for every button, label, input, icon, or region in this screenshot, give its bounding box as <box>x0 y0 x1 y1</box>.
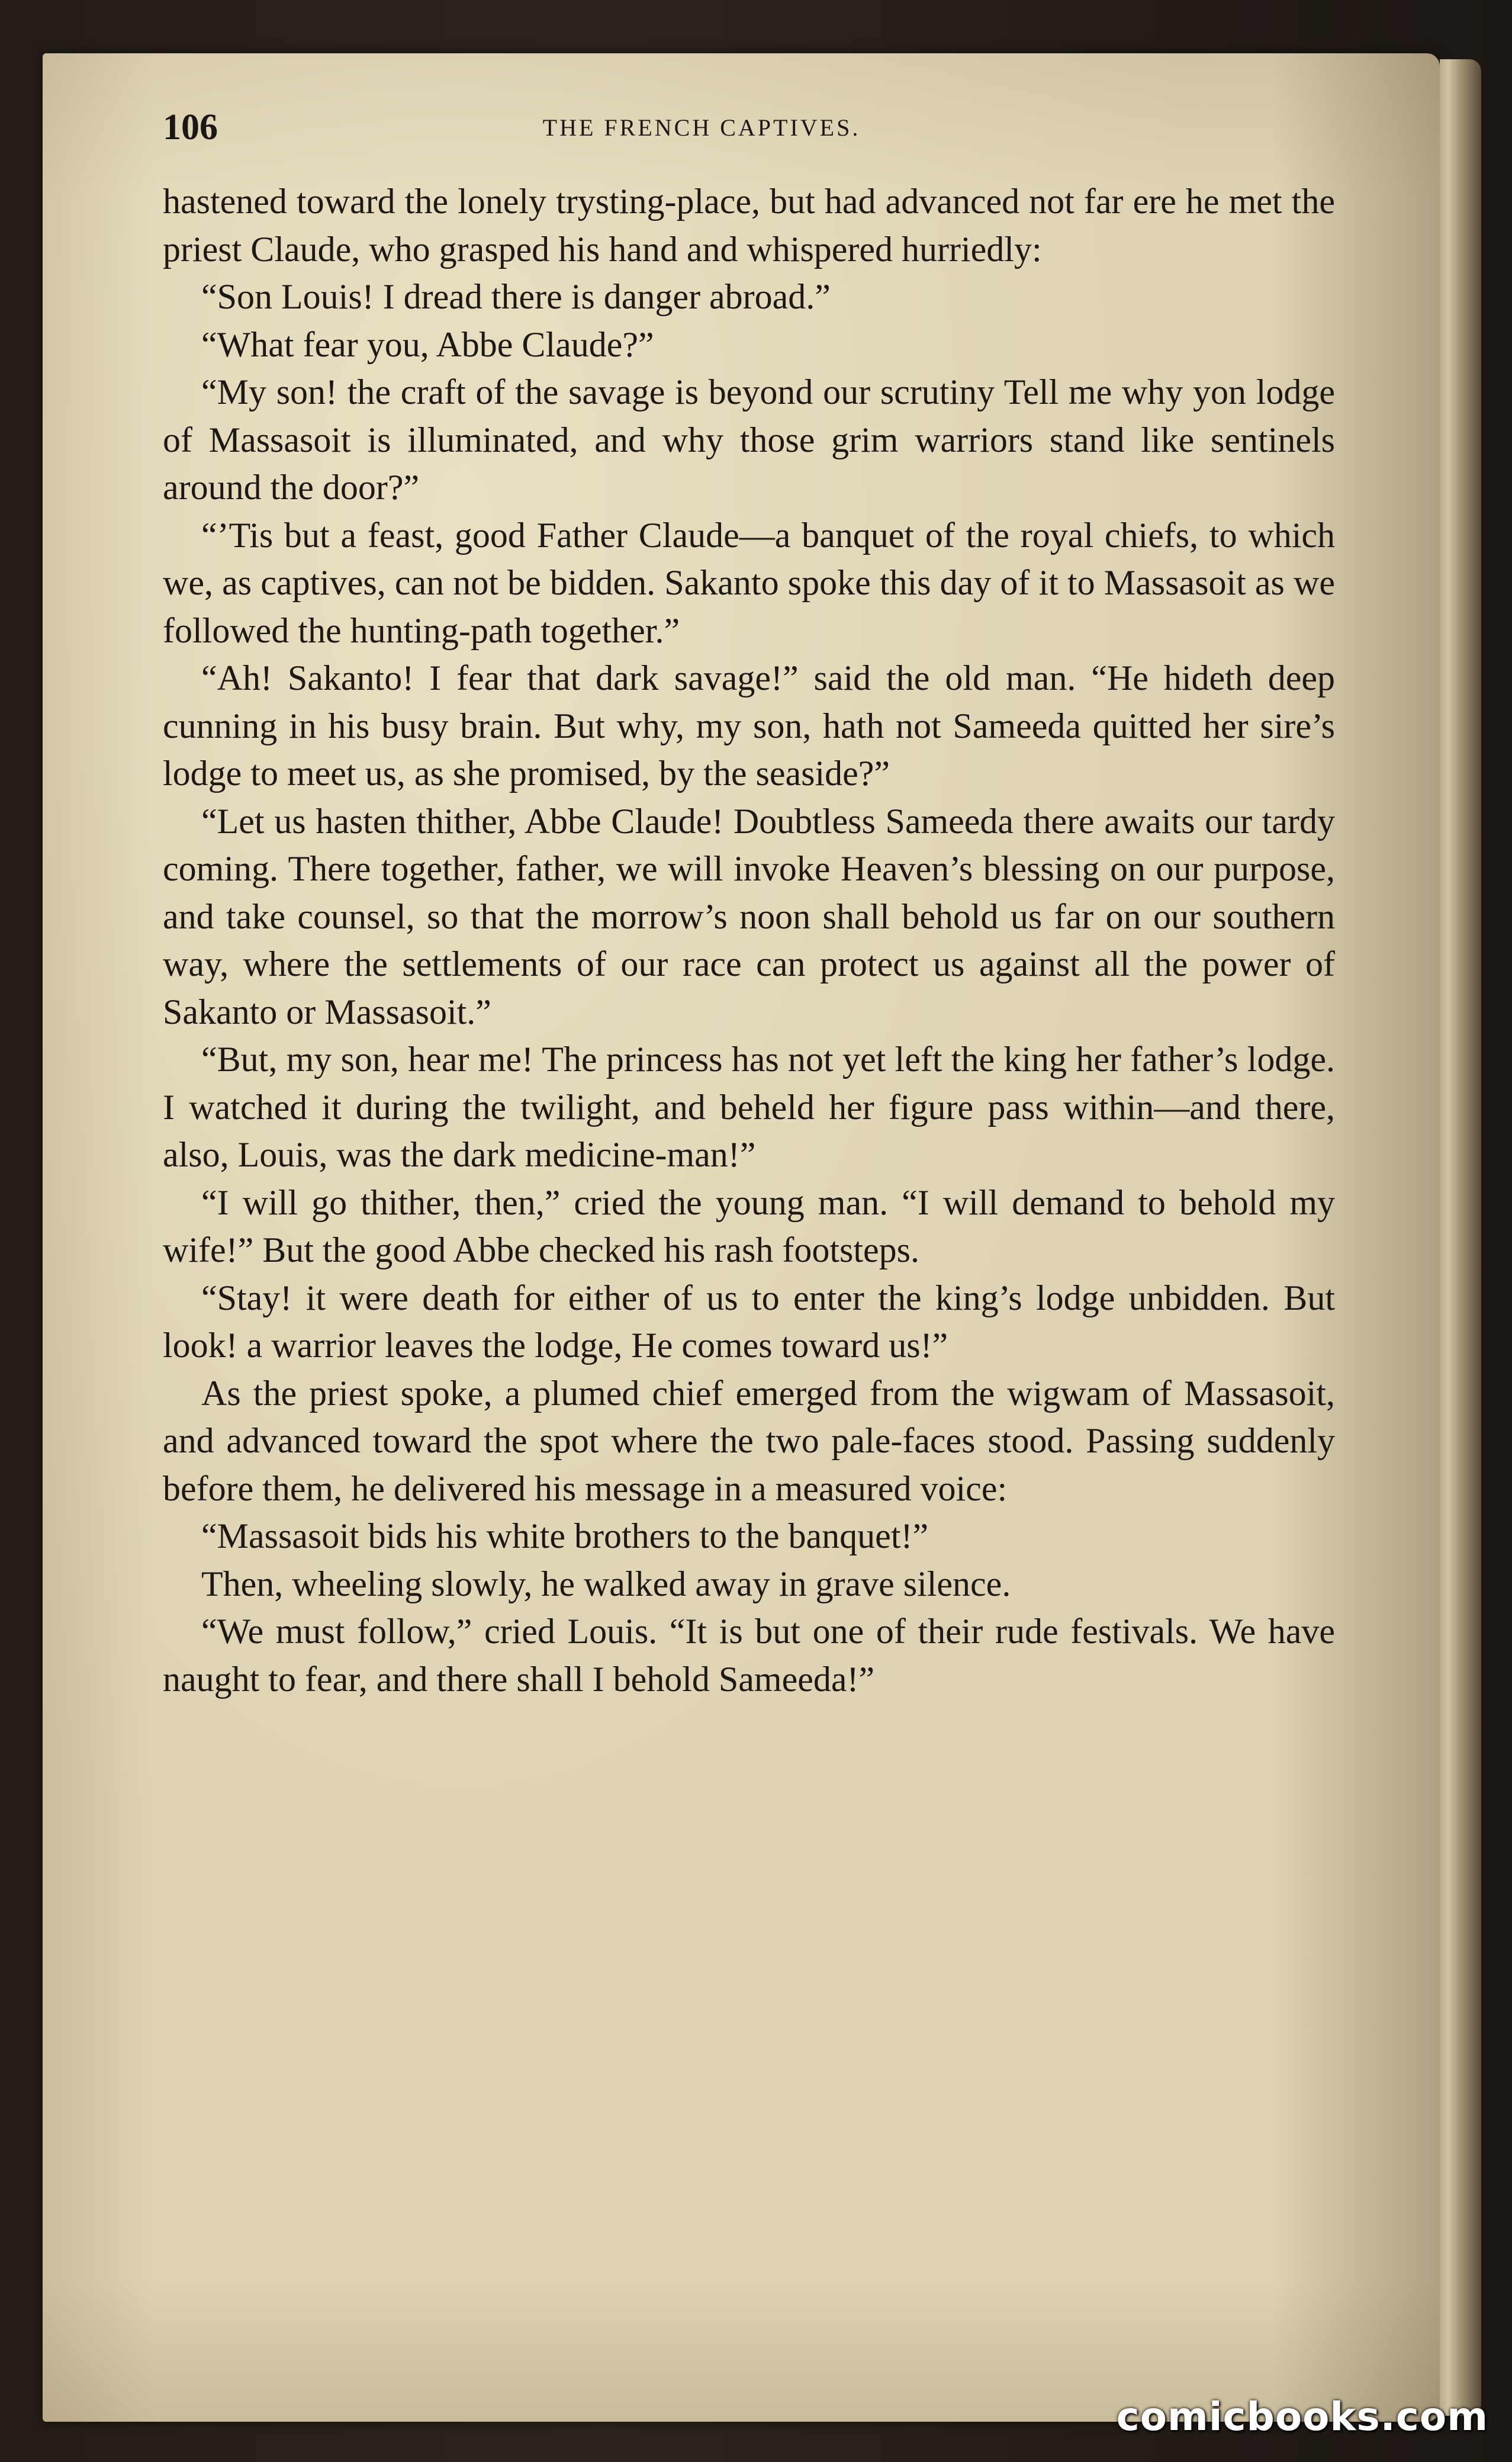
paragraph: “We must follow,” cried Louis. “It is but one of their rude festivals. We have naught to fear, and there shall I behold Sameeda!” <box>163 1612 1335 1699</box>
paragraph: “’Tis but a feast, good Father Claude—a banquet of the royal chiefs, to which we, as captives, can not be bidden. Sakanto spoke this day of it to Massasoit as we followed the hunting-path together.” <box>163 515 1335 650</box>
paragraph: “What fear you, Abbe Claude?” <box>201 324 654 364</box>
paragraph: “Ah! Sakanto! I fear that dark savage!” said the old man. “He hideth deep cunning in his busy brain. But why, my son, hath not Sameeda quitted her sire’s lodge to meet us, as she promised, by the seaside?” <box>163 658 1335 793</box>
paragraph: “Massasoit bids his white brothers to the banquet!” <box>201 1516 929 1555</box>
paragraph: “Son Louis! I dread there is danger abroad.” <box>201 277 831 316</box>
page-edge <box>1440 59 1481 2416</box>
paragraph: “Stay! it were death for either of us to enter the king’s lodge unbidden. But look! a warrior leaves the lodge, He comes toward us!” <box>163 1278 1335 1365</box>
paragraph: As the priest spoke, a plumed chief emerged from the wigwam of Massasoit, and advanced toward the spot where the two pale-faces stood. Passing suddenly before them, he delivered his message in a measured voice: <box>163 1373 1335 1508</box>
paragraph: “I will go thither, then,” cried the young man. “I will demand to behold my wife!” But the good Abbe checked his rash footsteps. <box>163 1182 1335 1269</box>
body-text <box>163 178 1335 2262</box>
paragraph: “My son! the craft of the savage is beyond our scrutiny Tell me why yon lodge of Massasoit is illuminated, and why those grim warriors stand like sentinels around the door?” <box>163 372 1335 507</box>
paragraph: Then, wheeling slowly, he walked away in grave silence. <box>201 1564 1011 1603</box>
paragraph: hastened toward the lonely trysting-place, but had advanced not far ere he met the priest Claude, who grasped his hand and whispered hurriedly: <box>163 182 1335 269</box>
running-head: THE FRENCH CAPTIVES. <box>542 114 861 141</box>
page-header <box>163 101 1335 172</box>
site-watermark: comicbooks.com <box>1116 2394 1488 2439</box>
page-number: 106 <box>163 107 218 147</box>
paragraph: “Let us hasten thither, Abbe Claude! Doubtless Sameeda there awaits our tardy coming. There together, father, we will invoke Heaven’s blessing on our purpose, and take counsel, so that the morrow’s noon shall behold us far on our southern way, where the settlements of our race can protect us against all the power of Sakanto or Massasoit.” <box>163 801 1335 1031</box>
paragraph: “But, my son, hear me! The princess has not yet left the king her father’s lodge. I watched it during the twilight, and beheld her figure pass within—and there, also, Louis, was the dark medicine-man!” <box>163 1040 1335 1174</box>
